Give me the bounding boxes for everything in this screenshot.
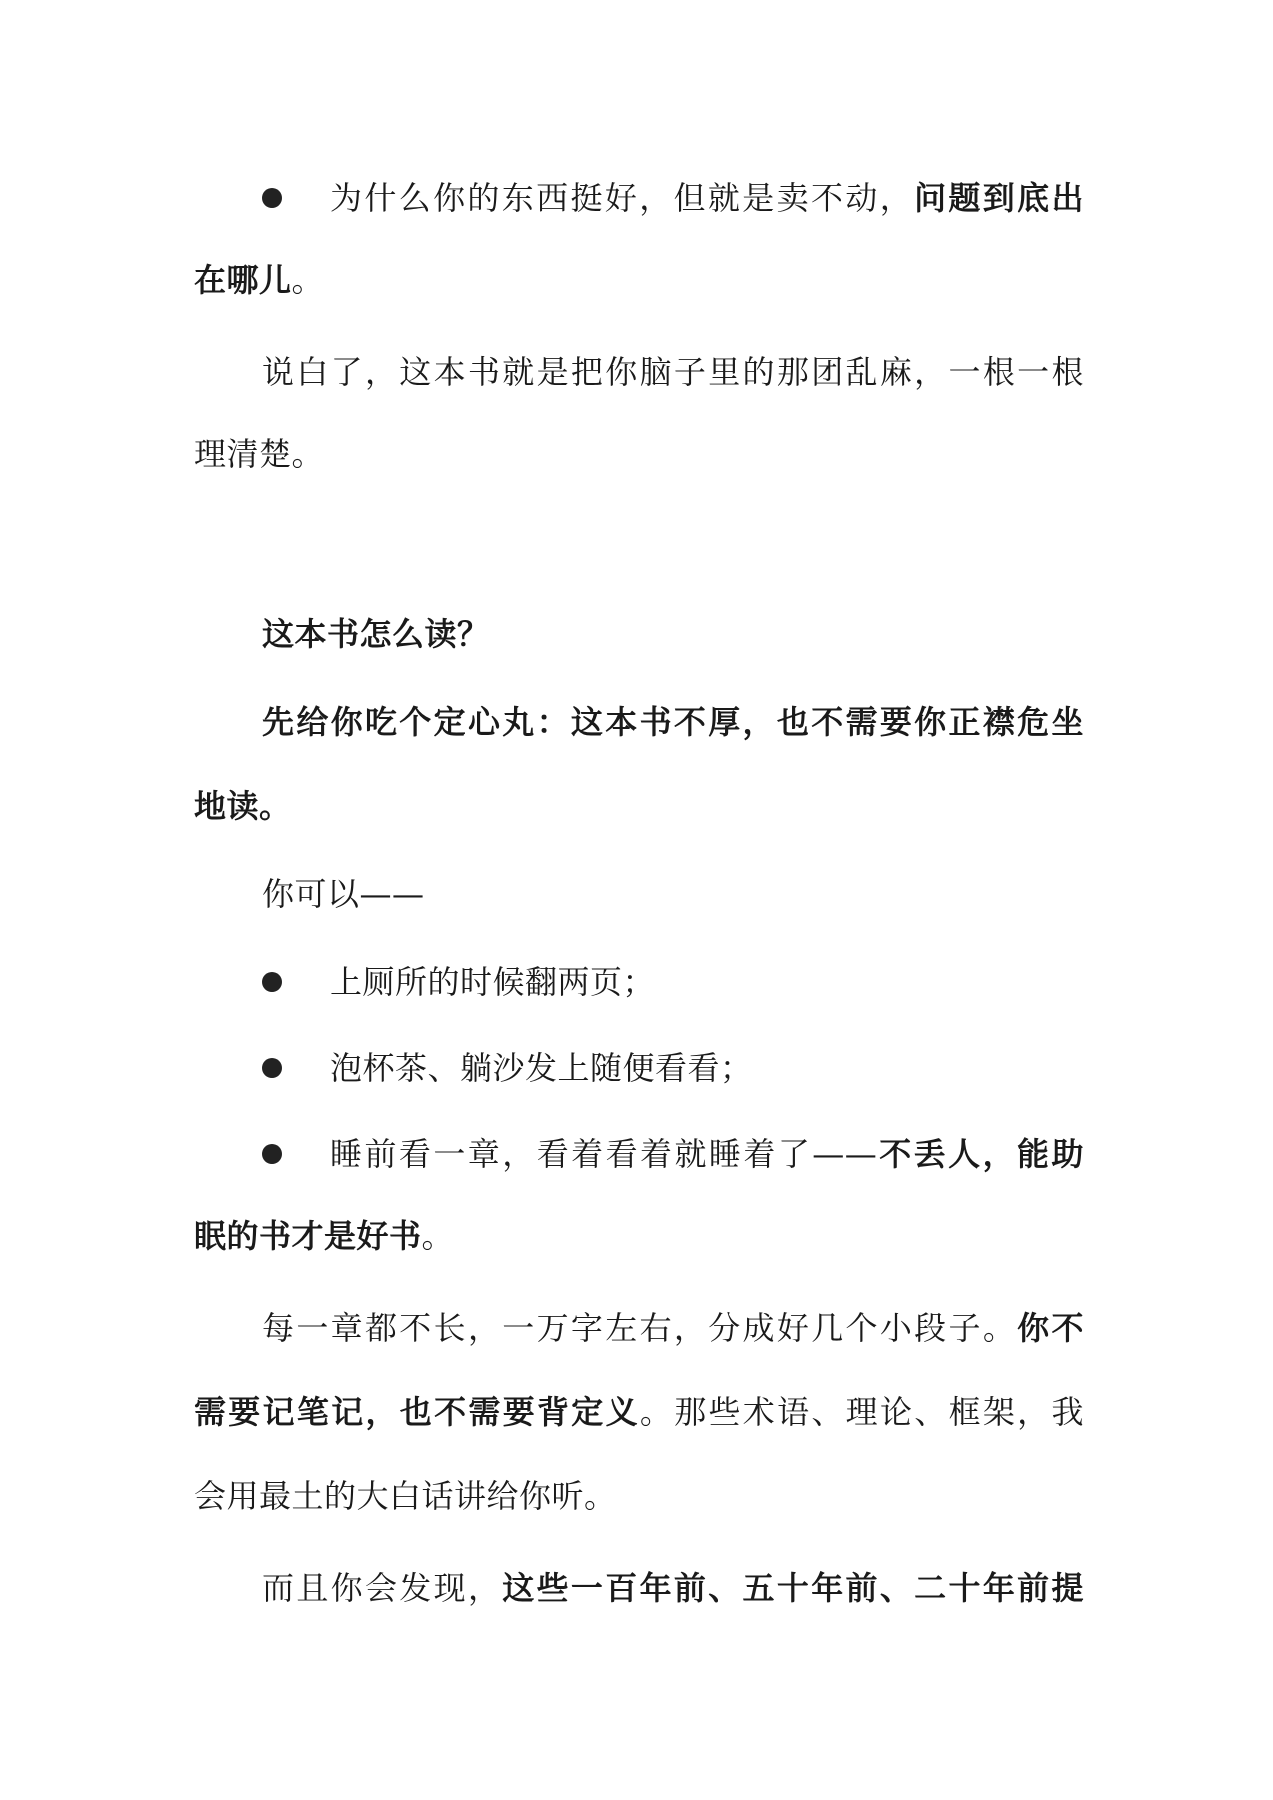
bullet-item-continuation xyxy=(194,1206,1084,1266)
paragraph-line xyxy=(262,1558,1084,1618)
paragraph-line xyxy=(194,1382,1084,1442)
paragraph-line xyxy=(194,424,1084,484)
bullet-point-icon xyxy=(262,972,282,992)
bullet-point-icon xyxy=(262,1058,282,1078)
text-bold: 眠的书才是好书 xyxy=(194,1217,422,1255)
text-normal: 。 xyxy=(421,1217,455,1255)
text-normal: 每一章都不长，一万字左右，分成好几个小段子。 xyxy=(262,1309,1018,1347)
paragraph-line xyxy=(194,1466,1084,1526)
paragraph-line xyxy=(194,776,1084,836)
text-normal: 为什么你的东西挺好，但就是卖不动， xyxy=(330,179,915,217)
paragraph-line xyxy=(262,864,1084,924)
text-normal: 说白了，这本书就是把你脑子里的那团乱麻，一根一根 xyxy=(262,353,1084,391)
text-normal: 而且你会发现， xyxy=(262,1569,503,1607)
paragraph-line xyxy=(262,692,1084,752)
text-bold: 你不 xyxy=(1017,1309,1084,1347)
section-heading xyxy=(262,604,1084,664)
text-normal: 会用最土的大白话讲给你听。 xyxy=(194,1477,617,1515)
paragraph-line xyxy=(262,342,1084,402)
text-bold: 先给你吃个定心丸：这本书不厚，也不需要你正襟危坐 xyxy=(262,703,1084,741)
bullet-item-line xyxy=(330,168,1084,228)
text-bold: 地读。 xyxy=(194,787,292,825)
text-normal: 泡杯茶、躺沙发上随便看看； xyxy=(330,1049,753,1087)
bullet-point-icon xyxy=(262,1144,282,1164)
text-normal: 理清楚。 xyxy=(194,435,325,473)
text-bold: 问题到底出 xyxy=(914,179,1084,217)
text-normal: 上厕所的时候翻两页； xyxy=(330,963,656,1001)
text-normal: 你可以—— xyxy=(262,875,425,913)
bullet-item-line xyxy=(330,1124,1084,1184)
paragraph-line xyxy=(262,1298,1084,1358)
heading-text: 这本书怎么读？ xyxy=(262,615,490,653)
text-bold: 在哪儿 xyxy=(194,261,292,299)
text-bold: 需要记笔记，也不需要背定义 xyxy=(194,1393,640,1431)
bullet-item-continuation xyxy=(194,250,1084,310)
text-normal: 睡前看一章，看着看着就睡着了—— xyxy=(330,1135,878,1173)
bullet-item-line xyxy=(330,1038,1084,1098)
text-bold: 不丢人，能助 xyxy=(877,1135,1084,1173)
bullet-item-line xyxy=(330,952,1084,1012)
text-bold: 这些一百年前、五十年前、二十年前提 xyxy=(502,1569,1084,1607)
bullet-point-icon xyxy=(262,188,282,208)
text-normal: 。 xyxy=(291,261,325,299)
text-normal: 。那些术语、理论、框架，我 xyxy=(639,1393,1084,1431)
